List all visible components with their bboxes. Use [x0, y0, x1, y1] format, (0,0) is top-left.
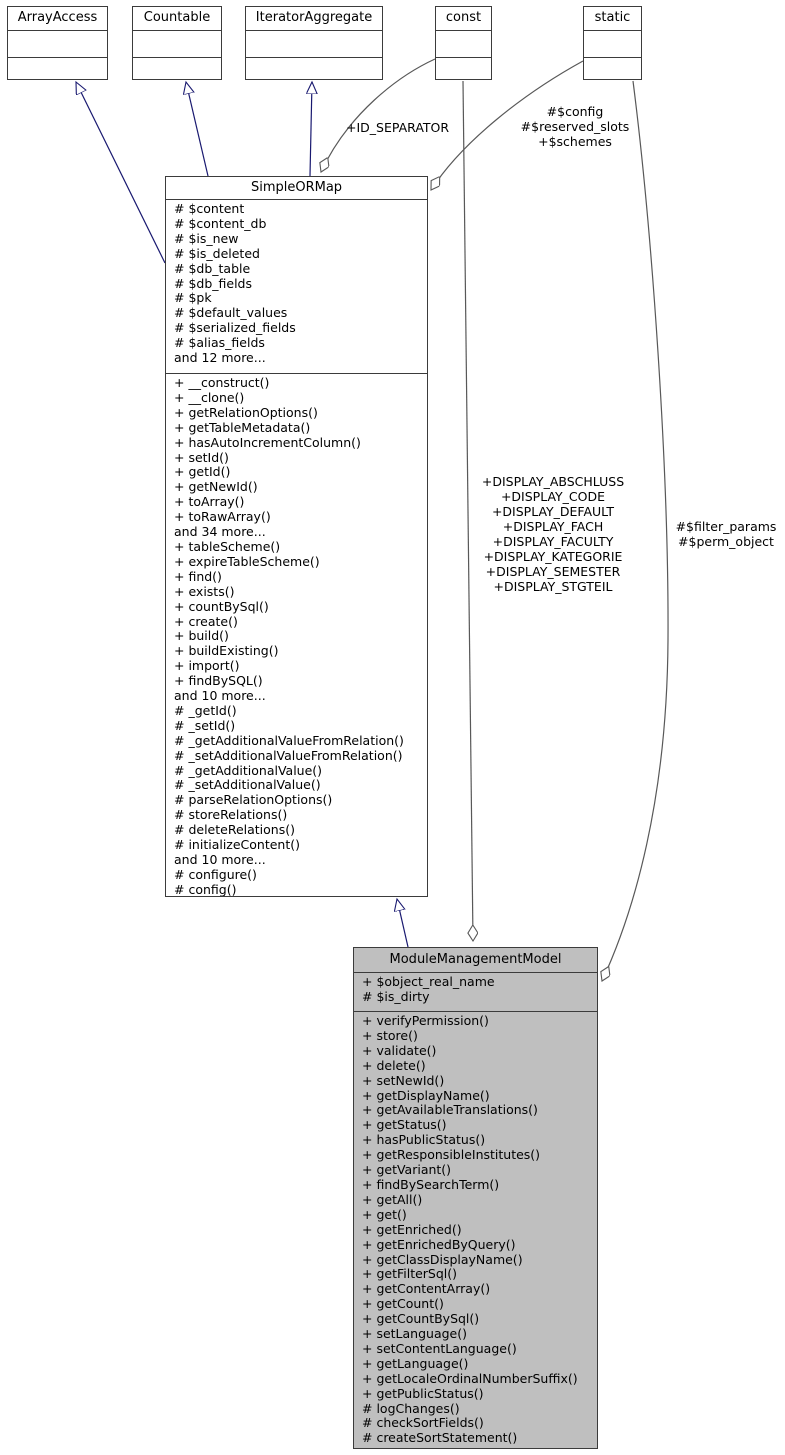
edge-inheritance-simpleormap-iteratoraggregate — [310, 82, 312, 176]
member-line: +DISPLAY_CODE — [500, 489, 606, 504]
member-line: + getPublicStatus() — [362, 1385, 484, 1401]
member-line: + getCount() — [362, 1296, 444, 1312]
member-line: # config() — [174, 881, 237, 897]
member-line: + expireTableScheme() — [174, 553, 320, 569]
member-line: + find() — [174, 568, 222, 584]
edge-label-id-separator: +ID_SEPARATOR — [346, 120, 450, 135]
mmm-methods — [354, 1012, 597, 1449]
member-line: + hasAutoIncrementColumn() — [174, 434, 361, 450]
member-line: + toArray() — [174, 494, 245, 510]
class-title-iteratoraggregate: IteratorAggregate — [246, 7, 382, 31]
edge-label-static-simpleormap — [505, 104, 645, 149]
member-line: # _getId() — [174, 702, 237, 718]
class-box-countable[interactable] — [132, 6, 222, 80]
member-line: # parseRelationOptions() — [174, 792, 333, 808]
class-box-arrayaccess[interactable] — [7, 6, 108, 80]
member-line: #$reserved_slots — [520, 119, 630, 134]
member-line: + getAvailableTranslations() — [362, 1102, 538, 1118]
mmm-attributes — [354, 973, 597, 1012]
attributes-compartment-empty — [584, 31, 641, 58]
member-line: and 34 more... — [174, 524, 266, 540]
member-line: and 10 more... — [174, 688, 266, 704]
member-line: + getNewId() — [174, 479, 258, 495]
attributes-compartment-empty — [8, 31, 107, 58]
member-line: + store() — [362, 1027, 418, 1043]
member-line: # $db_fields — [174, 275, 253, 291]
methods-compartment-empty — [8, 58, 107, 78]
class-title-modulemanagementmodel: ModuleManagementModel — [354, 948, 597, 973]
member-line: + getResponsibleInstitutes() — [362, 1147, 541, 1163]
member-line: + hasPublicStatus() — [362, 1132, 486, 1148]
member-line: +DISPLAY_KATEGORIE — [483, 549, 623, 564]
member-line: # $pk — [174, 290, 212, 306]
member-line: # $default_values — [174, 305, 288, 321]
methods-compartment-empty — [436, 58, 491, 78]
edge-inheritance-simpleormap-arrayaccess — [76, 82, 165, 263]
member-line: + create() — [174, 613, 238, 629]
class-box-const[interactable] — [435, 6, 492, 80]
member-line: + exists() — [174, 583, 235, 599]
member-line: + findBySQL() — [174, 673, 263, 689]
class-title-arrayaccess: ArrayAccess — [8, 7, 107, 31]
member-line: + getLocaleOrdinalNumberSuffix() — [362, 1370, 578, 1386]
member-line: + tableScheme() — [174, 538, 281, 554]
simpleormap-attributes — [166, 200, 427, 374]
methods-compartment-empty — [133, 58, 221, 78]
attributes-compartment-empty — [246, 31, 382, 58]
edge-label-static-mmm — [656, 519, 785, 549]
attributes-compartment-empty — [436, 31, 491, 58]
member-line: + delete() — [362, 1057, 426, 1073]
member-line: + getDisplayName() — [362, 1087, 490, 1103]
class-box-simpleormap[interactable] — [165, 176, 428, 897]
member-line: # deleteRelations() — [174, 822, 295, 838]
member-line: + getLanguage() — [362, 1355, 469, 1371]
member-line: + validate() — [362, 1042, 437, 1058]
member-line: #$filter_params — [675, 519, 777, 534]
member-line: + build() — [174, 628, 229, 644]
member-line: + getVariant() — [362, 1162, 452, 1178]
member-line: +DISPLAY_ABSCHLUSS — [481, 474, 625, 489]
class-title-simpleormap: SimpleORMap — [166, 177, 427, 200]
member-line: # createSortStatement() — [362, 1430, 518, 1446]
member-line: + setContentLanguage() — [362, 1340, 517, 1356]
member-line: # logChanges() — [362, 1400, 460, 1416]
class-title-const: const — [436, 7, 491, 31]
member-line: +DISPLAY_FACULTY — [492, 534, 614, 549]
member-line: # $is_dirty — [362, 988, 430, 1004]
member-line: + countBySql() — [174, 598, 269, 614]
member-line: # $content_db — [174, 215, 267, 231]
class-box-iteratoraggregate[interactable] — [245, 6, 383, 80]
member-line: + __clone() — [174, 389, 245, 405]
member-line: + getAll() — [362, 1191, 423, 1207]
member-line: + findBySearchTerm() — [362, 1176, 500, 1192]
member-line: +DISPLAY_STGTEIL — [493, 579, 613, 594]
edge-label-const-mmm-display-constants — [468, 474, 638, 594]
member-line: + getEnrichedByQuery() — [362, 1236, 516, 1252]
attributes-compartment-empty — [133, 31, 221, 58]
methods-compartment-empty — [246, 58, 382, 78]
member-line: + getClassDisplayName() — [362, 1251, 523, 1267]
member-line: + getContentArray() — [362, 1281, 491, 1297]
member-line: + import() — [174, 658, 240, 674]
member-line: + getTableMetadata() — [174, 419, 311, 435]
member-line: #$perm_object — [678, 534, 774, 549]
member-line: # _setAdditionalValueFromRelation() — [174, 747, 403, 763]
member-line: # storeRelations() — [174, 807, 288, 823]
member-line: +DISPLAY_DEFAULT — [491, 504, 615, 519]
member-line: # $db_table — [174, 260, 251, 276]
edge-inheritance-mmm-simpleormap — [397, 899, 408, 947]
edge-inheritance-simpleormap-countable — [186, 82, 208, 176]
member-line: # _setAdditionalValue() — [174, 777, 321, 793]
member-line: +$schemes — [538, 134, 612, 149]
member-line: # _getAdditionalValueFromRelation() — [174, 732, 404, 748]
class-box-modulemanagementmodel[interactable] — [353, 947, 598, 1449]
member-line: + getId() — [174, 464, 231, 480]
member-line: # _setId() — [174, 717, 236, 733]
member-line: + setId() — [174, 449, 229, 465]
member-line: + $object_real_name — [362, 974, 495, 989]
member-line: # $is_new — [174, 230, 239, 246]
member-line: # $alias_fields — [174, 335, 265, 351]
member-line: # checkSortFields() — [362, 1415, 484, 1431]
member-line: # $content — [174, 201, 245, 216]
member-line: + getFilterSql() — [362, 1266, 458, 1282]
class-box-static[interactable] — [583, 6, 642, 80]
class-title-countable: Countable — [133, 7, 221, 31]
member-line: # configure() — [174, 866, 257, 882]
member-line: # initializeContent() — [174, 837, 301, 853]
member-line: + getCountBySql() — [362, 1311, 480, 1327]
member-line: # _getAdditionalValue() — [174, 762, 323, 778]
member-line: + getEnriched() — [362, 1221, 462, 1237]
member-line: + setNewId() — [362, 1072, 445, 1088]
member-line: # $serialized_fields — [174, 320, 296, 336]
member-line: + __construct() — [174, 375, 270, 390]
member-line: + getStatus() — [362, 1117, 447, 1133]
member-line: #$config — [546, 104, 604, 119]
member-line: + getRelationOptions() — [174, 404, 318, 420]
member-line: and 12 more... — [174, 350, 266, 366]
member-line: + toRawArray() — [174, 509, 271, 525]
class-title-static: static — [584, 7, 641, 31]
member-line: # $is_deleted — [174, 245, 260, 261]
member-line: +DISPLAY_SEMESTER — [485, 564, 621, 579]
member-line: + setLanguage() — [362, 1326, 467, 1342]
methods-compartment-empty — [584, 58, 641, 78]
member-line: and 10 more... — [174, 852, 266, 867]
member-line: + verifyPermission() — [362, 1013, 489, 1028]
member-line: + buildExisting() — [174, 643, 279, 659]
member-line: + get() — [362, 1206, 407, 1222]
simpleormap-methods — [166, 374, 427, 897]
member-line: +DISPLAY_FACH — [502, 519, 604, 534]
